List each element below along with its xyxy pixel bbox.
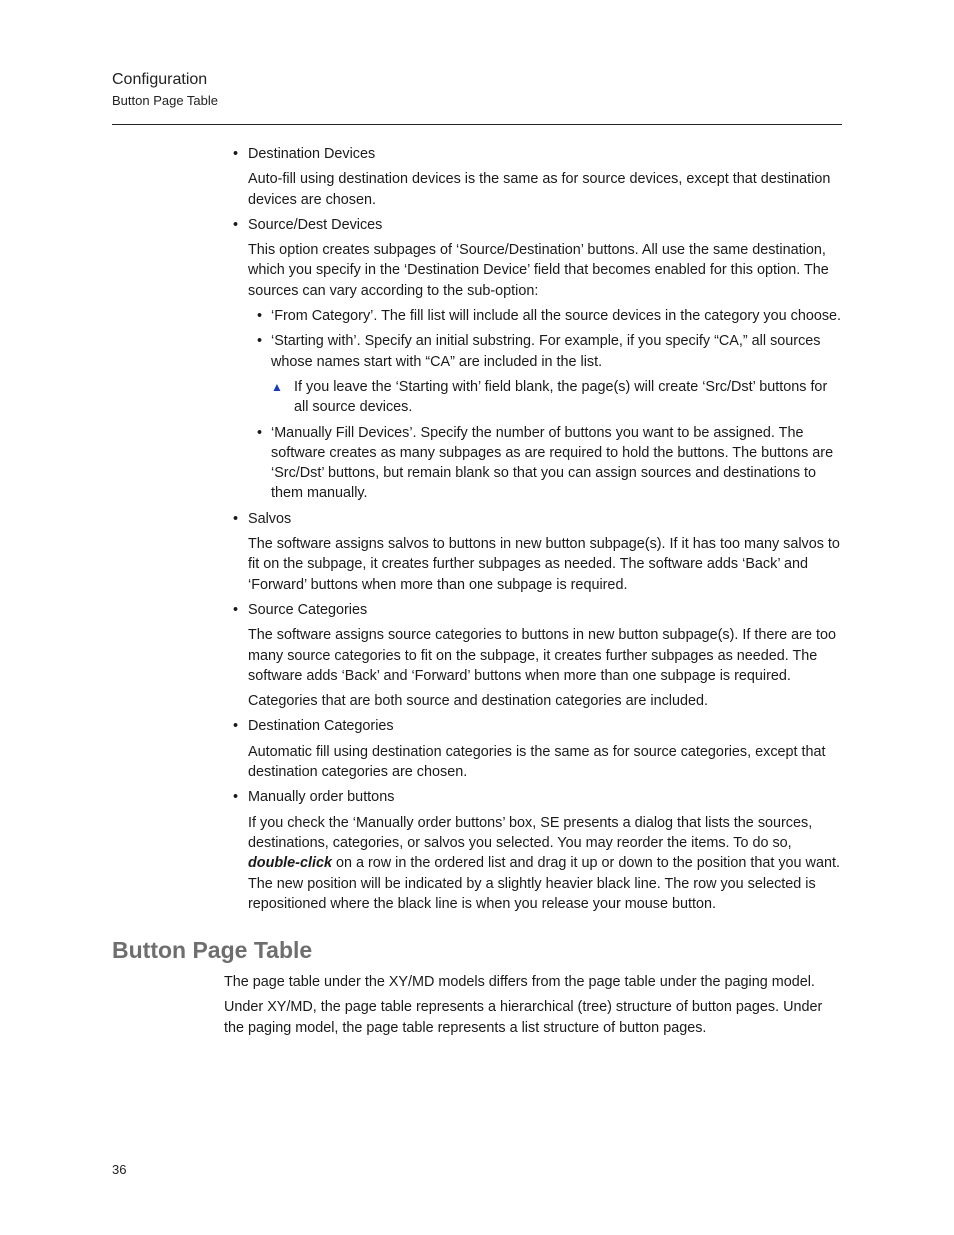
paragraph: The page table under the XY/MD models differs from the page table under the paging model. <box>224 974 815 990</box>
bullet-source-dest-devices <box>233 215 844 235</box>
bullet-label: Manually order buttons <box>248 789 395 806</box>
running-header <box>112 70 842 110</box>
sub-bullet-manually-fill <box>233 423 844 504</box>
header-rule <box>112 124 842 125</box>
section-heading: Button Page Table <box>112 937 313 963</box>
bullet-label: Source/Dest Devices <box>248 216 383 233</box>
paragraph <box>248 813 844 914</box>
paragraph: The software assigns source categories to buttons in new button subpage(s). If there are too many source categories to fit on the subpage, it creates further subpages as needed. The software adds ‘Back’ and ‘Forward’ buttons when more than one subpage is required. <box>248 627 836 684</box>
bullet-label: Salvos <box>248 510 292 527</box>
bullet-icon: • <box>257 308 263 325</box>
bullet-manually-order-buttons <box>233 787 844 807</box>
bullet-icon: • <box>233 146 239 162</box>
bullet-icon: • <box>233 789 239 806</box>
bullet-icon: • <box>257 333 263 350</box>
emphasis-text: double-click <box>248 855 332 872</box>
bullet-source-categories <box>233 600 844 620</box>
paragraph: Auto-fill using destination devices is the same as for source devices, except that destination devices are chosen. <box>248 171 831 208</box>
paragraph: Categories that are both source and destination categories are included. <box>248 693 708 710</box>
bullet-label: Source Categories <box>248 601 368 618</box>
paragraph: Under XY/MD, the page table represents a hierarchical (tree) structure of button pages. Under the paging model, the page table represents a list structure of button pages. <box>224 999 823 1036</box>
header-chapter: Configuration <box>112 71 208 88</box>
sub-bullet-from-category <box>233 306 844 326</box>
bullet-salvos <box>233 509 844 529</box>
bullet-icon: • <box>257 424 263 441</box>
bullet-icon: • <box>233 216 239 233</box>
page-number: 36 <box>112 1162 127 1177</box>
bullet-destination-categories <box>233 716 844 736</box>
paragraph: This option creates subpages of ‘Source/Destination’ buttons. All use the same destination, which you specify in the ‘Destination Device’ field that becomes enabled for this option. The sources can vary according to the sub-option: <box>248 242 829 299</box>
paragraph: Automatic fill using destination categories is the same as for source categories, except that destination categories are chosen. <box>248 743 826 781</box>
paragraph: The software assigns salvos to buttons in new button subpage(s). If it has too many salvos to fit on the subpage, it creates further subpages as needed. The software adds ‘Back’ and ‘Forward’ buttons when more than one subpage is required. <box>248 536 840 593</box>
bullet-icon: • <box>233 718 239 735</box>
note-text: If you leave the ‘Starting with’ field blank, the page(s) will create ‘Src/Dst’ buttons for all source devices. <box>294 378 828 416</box>
sub-bullet-text: ‘From Category’. The fill list will include all the source devices in the category you choose. <box>271 308 842 325</box>
paragraph-text: If you check the ‘Manually order buttons’ box, SE presents a dialog that lists the sources, destinations, categories, or salvos you selected. You may reorder the items. To do so, <box>248 814 813 851</box>
sub-bullet-text: ‘Starting with’. Specify an initial substring. For example, if you specify “CA,” all sources whose names start with “CA” are included in the list. <box>271 333 821 370</box>
section-body <box>224 972 844 1043</box>
bullet-destination-devices <box>233 144 844 164</box>
warning-triangle-icon: ▲ <box>271 379 283 394</box>
bullet-label: Destination Categories <box>248 718 394 735</box>
header-section: Button Page Table <box>112 93 219 108</box>
bullet-label: Destination Devices <box>248 146 376 162</box>
paragraph-text: on a row in the ordered list and drag it up or down to the position that you want. The new position will be indicated by a slightly heavier black line. The row you selected is repositioned where the black line is when you release your mouse button. <box>248 855 840 912</box>
bullet-icon: • <box>233 510 239 527</box>
note <box>233 377 844 418</box>
sub-bullet-starting-with <box>233 331 844 372</box>
content-body <box>233 144 844 919</box>
bullet-icon: • <box>233 601 239 618</box>
sub-bullet-text: ‘Manually Fill Devices’. Specify the number of buttons you want to be assigned. The software creates as many subpages as are required to hold the buttons. The buttons are ‘Src/Dst’ buttons, but remain blank so that you can assign sources and destinations to them manually. <box>271 424 834 502</box>
